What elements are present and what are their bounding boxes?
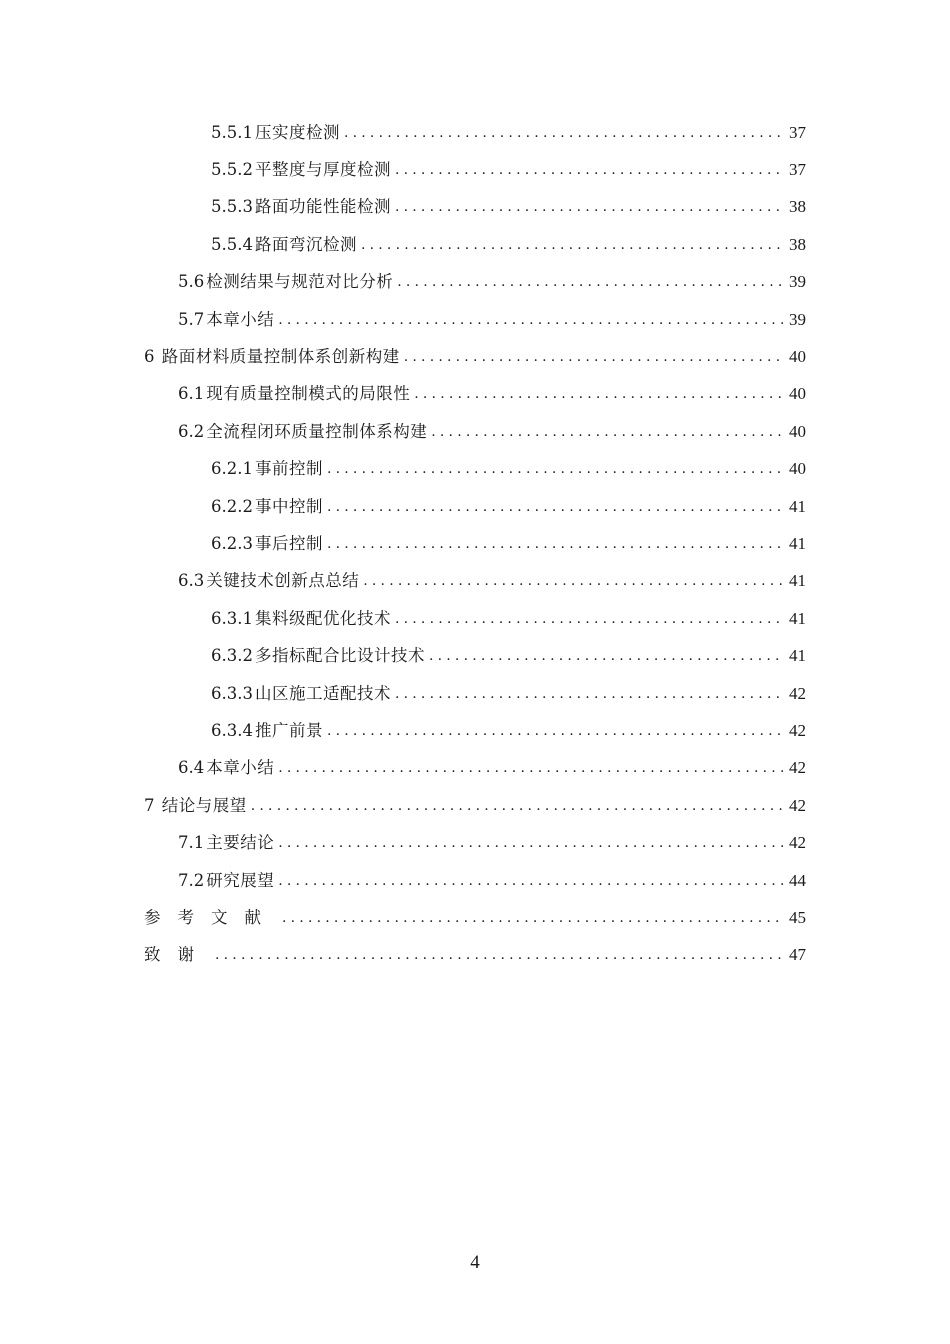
toc-entry-title: 路面材料质量控制体系创新构建	[161, 347, 400, 367]
toc-leader-dots	[363, 571, 783, 591]
toc-entry[interactable]	[0, 189, 950, 226]
toc-entry-number: 6.4	[178, 758, 205, 778]
toc-entry-page: 37	[789, 122, 806, 142]
toc-entry[interactable]	[0, 226, 950, 263]
toc-entry-title: 平整度与厚度检测	[254, 160, 391, 180]
toc-leader-dots	[278, 758, 783, 778]
toc-entry-page: 41	[789, 571, 806, 591]
toc-entry-number: 6.2.1	[211, 459, 253, 479]
toc-entry-title: 事前控制	[254, 459, 323, 479]
toc-entry-page: 41	[789, 608, 806, 628]
toc-entry[interactable]	[0, 899, 950, 936]
toc-entry-title: 关键技术创新点总结	[206, 571, 360, 591]
toc-entry[interactable]	[0, 675, 950, 712]
toc-entry-number: 5.6	[178, 272, 205, 292]
toc-entry[interactable]	[0, 637, 950, 674]
toc-leader-dots	[361, 235, 783, 255]
toc-entry[interactable]	[0, 451, 950, 488]
toc-entry[interactable]	[0, 750, 950, 787]
toc-leader-dots	[215, 945, 783, 965]
toc-entry-number: 7.1	[178, 833, 205, 853]
toc-entry-title: 山区施工适配技术	[254, 683, 391, 703]
toc-entry[interactable]	[0, 488, 950, 525]
toc-entry-number: 6.1	[178, 384, 205, 404]
toc-entry-page: 41	[789, 533, 806, 553]
toc-leader-dots	[395, 609, 783, 629]
toc-entry[interactable]	[0, 525, 950, 562]
toc-entry-number: 6.3.4	[211, 720, 253, 740]
toc-leader-dots	[397, 272, 783, 292]
toc-entry-number: 5.5.2	[211, 160, 253, 180]
toc-leader-dots	[414, 384, 783, 404]
toc-leader-dots	[429, 646, 783, 666]
toc-entry-page: 42	[789, 795, 806, 815]
toc-entry-number: 6	[144, 347, 155, 367]
toc-entry[interactable]	[0, 376, 950, 413]
toc-entry-title: 致谢	[144, 945, 211, 965]
toc-entry-title: 主要结论	[206, 833, 275, 853]
toc-entry[interactable]	[0, 824, 950, 861]
toc-entry-title: 推广前景	[254, 720, 323, 740]
toc-entry-title: 研究展望	[206, 870, 275, 890]
toc-leader-dots	[278, 833, 783, 853]
toc-leader-dots	[395, 160, 783, 180]
toc-entry-page: 37	[789, 160, 806, 180]
toc-entry-page: 39	[789, 309, 806, 329]
toc-entry-number: 6.3.2	[211, 646, 253, 666]
toc-entry-page: 45	[789, 907, 806, 927]
toc-entry-number: 6.3.1	[211, 608, 253, 628]
toc-entry[interactable]	[0, 862, 950, 899]
toc-leader-dots	[395, 197, 783, 217]
toc-entry-page: 41	[789, 496, 806, 516]
toc-entry-page: 40	[789, 384, 806, 404]
toc-entry-page: 38	[789, 234, 806, 254]
toc-leader-dots	[431, 422, 783, 442]
toc-entry-number: 6.2.3	[211, 533, 253, 553]
toc-leader-dots	[251, 796, 783, 816]
toc-entry-title: 多指标配合比设计技术	[254, 646, 425, 666]
toc-leader-dots	[327, 534, 783, 554]
toc-entry-page: 38	[789, 197, 806, 217]
toc-leader-dots	[278, 310, 783, 330]
toc-entry-number: 5.7	[178, 309, 205, 329]
toc-entry-title: 事中控制	[254, 496, 323, 516]
toc-entry-number: 7	[144, 795, 155, 815]
toc-entry-title: 本章小结	[206, 758, 275, 778]
toc-entry-number: 5.5.4	[211, 234, 253, 254]
toc-entry-page: 40	[789, 421, 806, 441]
toc-entry[interactable]	[0, 937, 950, 974]
toc-entry-page: 41	[789, 646, 806, 666]
toc-entry-title: 检测结果与规范对比分析	[206, 272, 394, 292]
toc-entry-title: 现有质量控制模式的局限性	[206, 384, 411, 404]
toc-entry-number: 7.2	[178, 870, 205, 890]
toc-entry-title: 压实度检测	[254, 122, 340, 142]
toc-entry-page: 42	[789, 720, 806, 740]
page-number: 4	[470, 1252, 480, 1273]
toc-entry-title: 路面功能性能检测	[254, 197, 391, 217]
toc-entry[interactable]	[0, 563, 950, 600]
toc-leader-dots	[404, 347, 783, 367]
toc-entry[interactable]	[0, 712, 950, 749]
toc-entry-page: 42	[789, 833, 806, 853]
toc-entry-number: 6.3	[178, 571, 205, 591]
toc-entry-page: 40	[789, 347, 806, 367]
toc-entry[interactable]	[0, 600, 950, 637]
toc-entry-number: 6.3.3	[211, 683, 253, 703]
toc-entry-title: 参考文献	[144, 907, 278, 927]
toc-entry-title: 全流程闭环质量控制体系构建	[206, 421, 428, 441]
table-of-contents	[0, 114, 950, 974]
toc-leader-dots	[278, 871, 783, 891]
toc-entry-title: 事后控制	[254, 533, 323, 553]
toc-entry-title: 集料级配优化技术	[254, 608, 391, 628]
toc-leader-dots	[327, 459, 783, 479]
toc-leader-dots	[327, 721, 783, 741]
toc-entry[interactable]	[0, 114, 950, 151]
toc-entry-number: 6.2	[178, 421, 205, 441]
toc-entry-number: 5.5.3	[211, 197, 253, 217]
toc-entry-number: 6.2.2	[211, 496, 253, 516]
toc-leader-dots	[395, 684, 783, 704]
toc-leader-dots	[344, 123, 783, 143]
toc-leader-dots	[282, 908, 783, 928]
toc-entry-page: 40	[789, 459, 806, 479]
toc-entry-page: 44	[789, 870, 806, 890]
toc-entry-page: 42	[789, 683, 806, 703]
toc-entry[interactable]	[0, 413, 950, 450]
toc-entry[interactable]	[0, 264, 950, 301]
toc-entry[interactable]	[0, 301, 950, 338]
toc-entry-page: 47	[789, 945, 806, 965]
toc-entry[interactable]	[0, 338, 950, 375]
toc-entry[interactable]	[0, 787, 950, 824]
toc-entry-title: 路面弯沉检测	[254, 234, 357, 254]
toc-leader-dots	[327, 497, 783, 517]
toc-entry-title: 结论与展望	[161, 795, 247, 815]
toc-entry[interactable]	[0, 151, 950, 188]
toc-entry-number: 5.5.1	[211, 122, 253, 142]
toc-entry-page: 42	[789, 758, 806, 778]
toc-entry-page: 39	[789, 272, 806, 292]
toc-entry-title: 本章小结	[206, 309, 275, 329]
